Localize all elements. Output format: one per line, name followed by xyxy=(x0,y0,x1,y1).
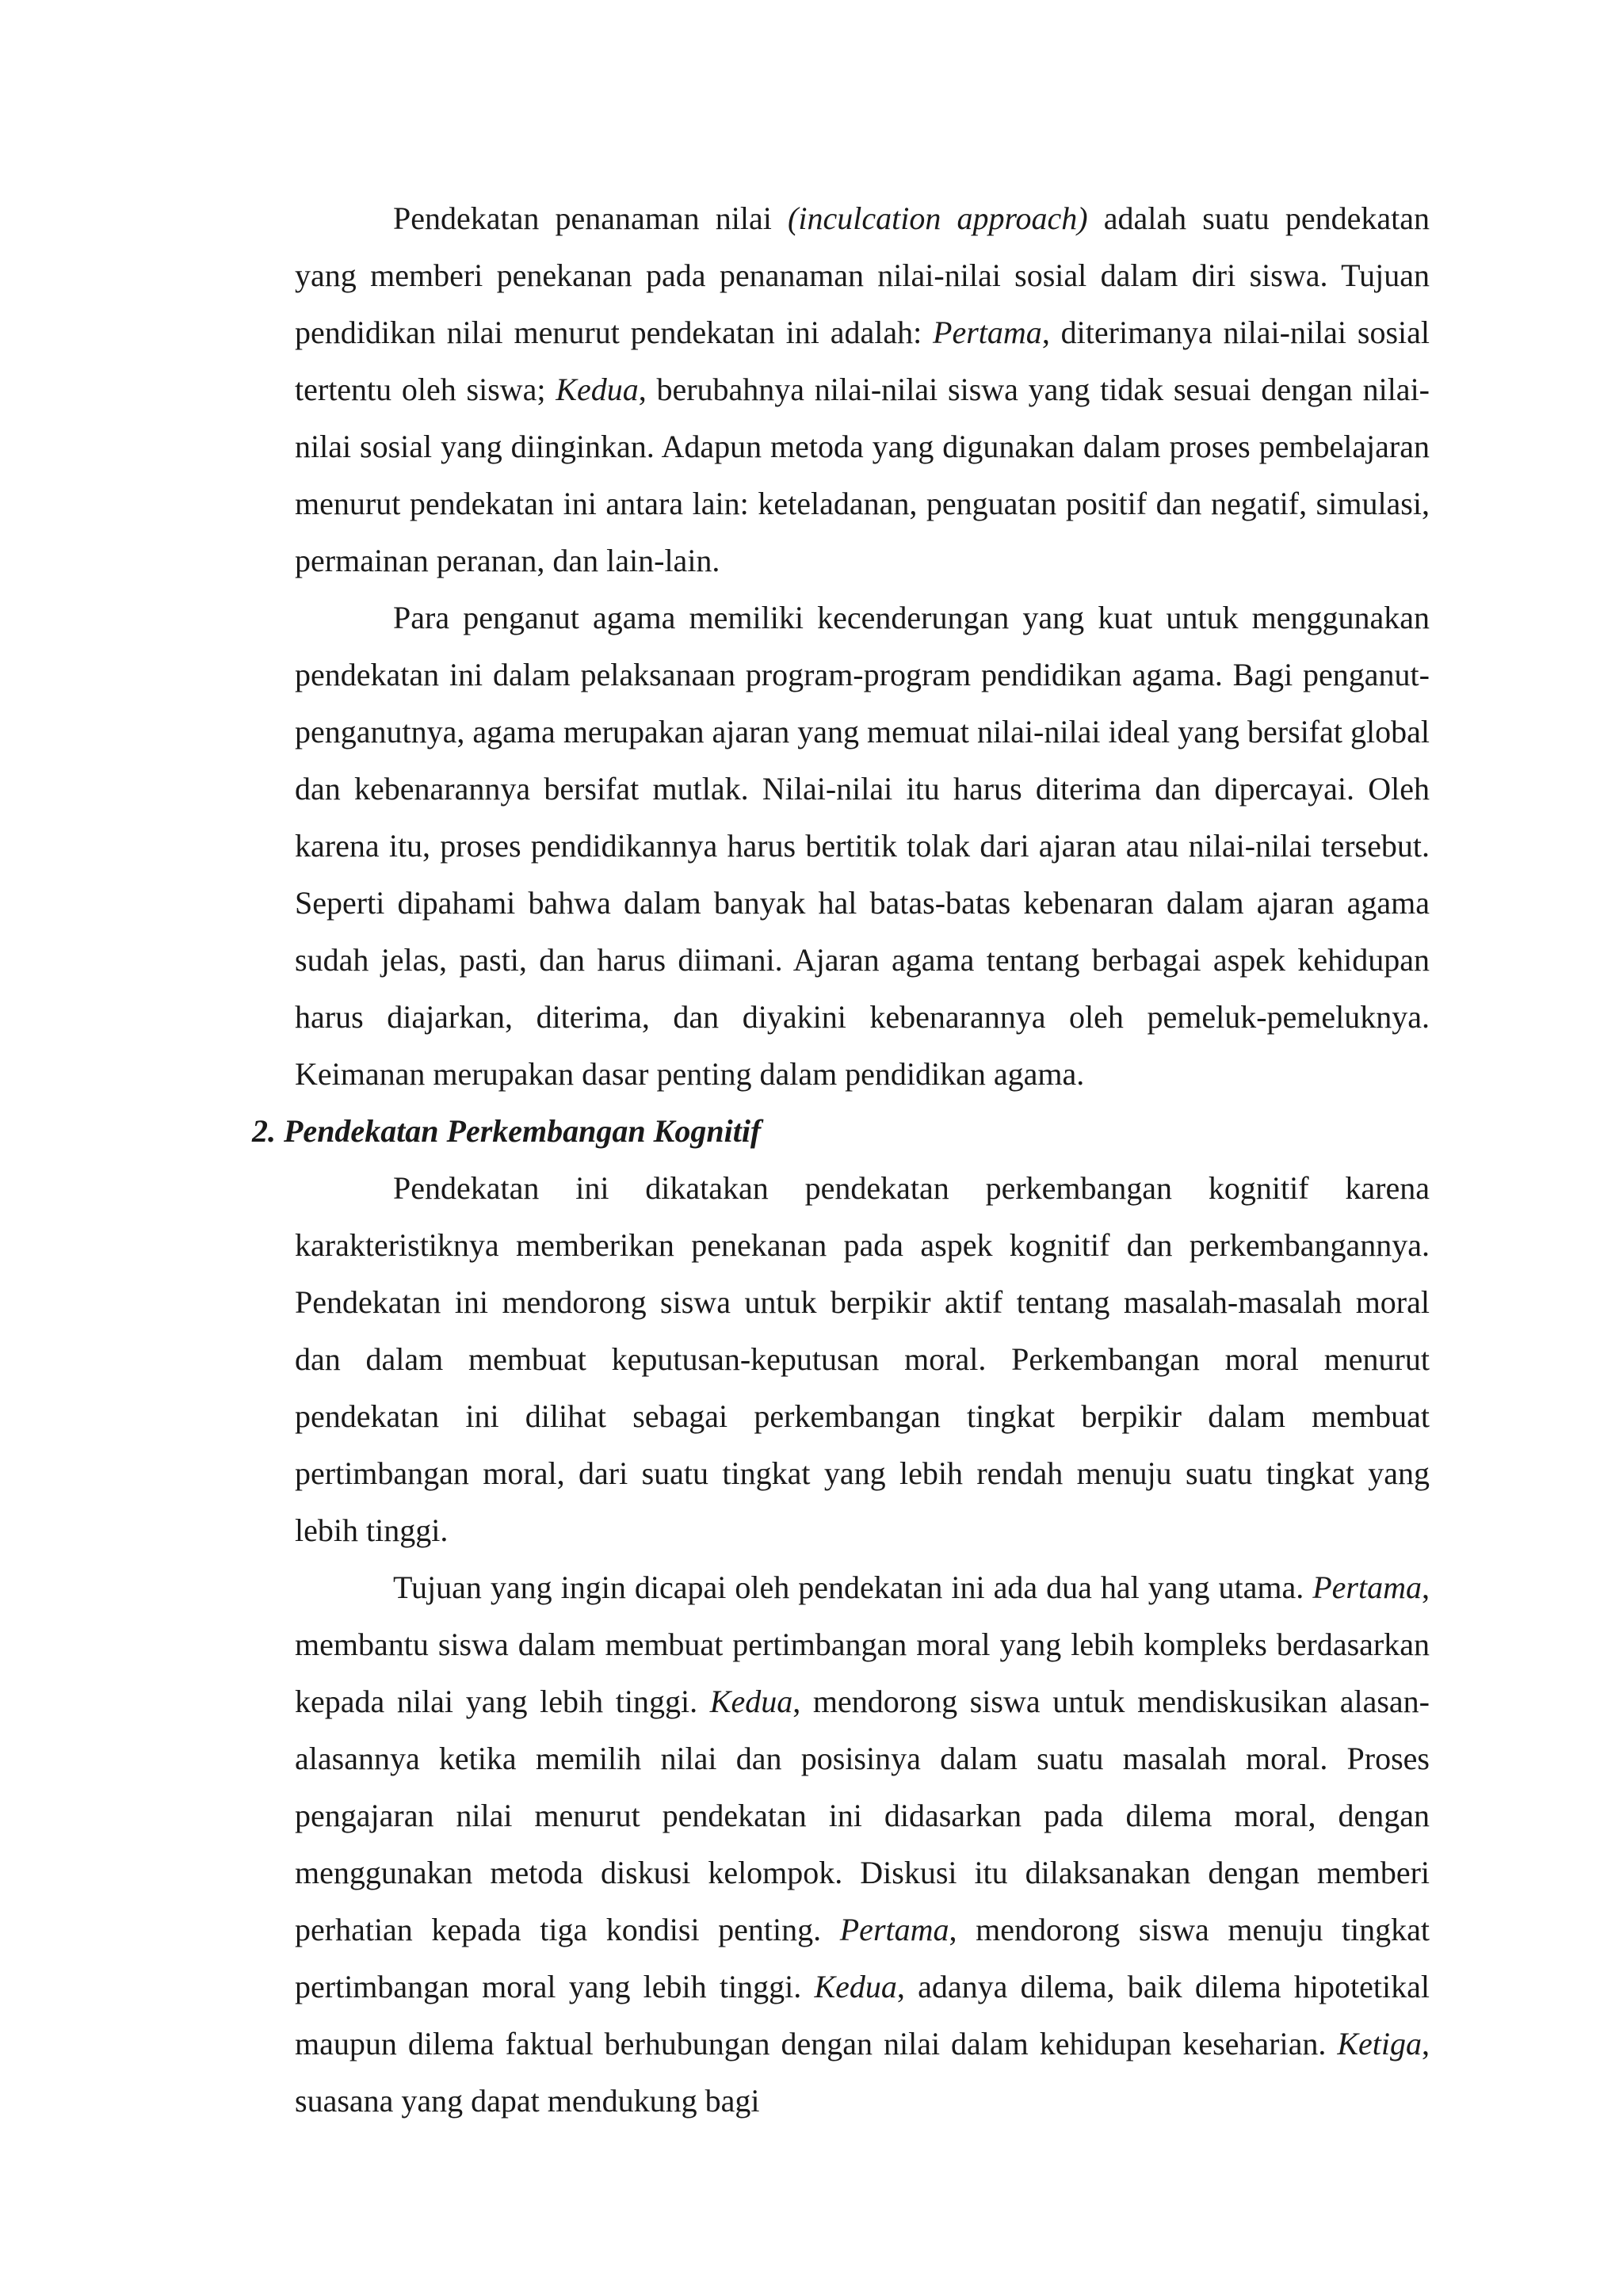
text-span: , mendorong siswa untuk mendiskusikan alasan-alasannya ketika memilih nilai dan posisinya dalam suatu masalah moral. Proses pengajaran nilai menurut pendekatan ini didasarkan pada dilema moral, dengan menggunakan metoda diskusi kelompok. Diskusi itu dilaksanakan dengan memberi perhatian kepada tiga kondisi penting. xyxy=(295,1684,1430,1947)
section-heading: 2. Pendekatan Perkembangan Kognitif xyxy=(252,1113,762,1149)
italic-term: Pertama xyxy=(933,315,1042,350)
paragraph-religious-adherents: Para penganut agama memiliki kecenderungan yang kuat untuk menggunakan pendekatan ini dalam pelaksanaan program-program pendidikan agama. Bagi penganut-penganutnya, agama merupakan ajaran yang memuat nilai-nilai ideal yang bersifat global dan kebenarannya bersifat mutlak. Nilai-nilai itu harus diterima dan dipercayai. Oleh karena itu, proses pendidikannya harus bertitik tolak dari ajaran atau nilai-nilai tersebut. Seperti dipahami bahwa dalam banyak hal batas-batas kebenaran dalam ajaran agama sudah jelas, pasti, dan harus diimani. Ajaran agama tentang berbagai aspek kehidupan harus diajarkan, diterima, dan diyakini kebenarannya oleh pemeluk-pemeluknya. Keimanan merupakan dasar penting dalam pendidikan agama. xyxy=(295,600,1430,1092)
italic-term: Kedua xyxy=(556,372,639,407)
paragraph-inculcation-approach xyxy=(295,190,1430,589)
text-span: Pendekatan penanaman nilai xyxy=(393,200,789,236)
italic-term: Ketiga xyxy=(1337,2026,1422,2061)
italic-term: Kedua xyxy=(814,1969,897,2004)
paragraph-goals xyxy=(295,1559,1430,2130)
italic-term: Kedua xyxy=(709,1684,793,1719)
paragraph-cognitive-development: Pendekatan ini dikatakan pendekatan perkembangan kognitif karena karakteristiknya memberikan penekanan pada aspek kognitif dan perkembangannya. Pendekatan ini mendorong siswa untuk berpikir aktif tentang masalah-masalah moral dan dalam membuat keputusan-keputusan moral. Perkembangan moral menurut pendekatan ini dilihat sebagai perkembangan tingkat berpikir dalam membuat pertimbangan moral, dari suatu tingkat yang lebih rendah menuju suatu tingkat yang lebih tinggi. xyxy=(295,1170,1430,1548)
text-span: adalah suatu pendekatan yang memberi penekanan pada penanaman nilai-nilai sosial dalam diri siswa. Tujuan pendidikan nilai menurut pendekatan ini adalah: xyxy=(295,200,1430,350)
italic-term: Pertama xyxy=(1312,1569,1422,1605)
text-span: Tujuan yang ingin dicapai oleh pendekatan ini ada dua hal yang utama. xyxy=(393,1569,1313,1605)
text-span: , diterimanya nilai-nilai sosial tertentu oleh siswa; xyxy=(295,315,1430,407)
italic-term: (inculcation approach) xyxy=(788,200,1088,236)
text-span: , adanya dilema, baik dilema hipotetikal maupun dilema faktual berhubungan dengan nilai dalam kehidupan keseharian. xyxy=(295,1969,1430,2061)
text-span: , berubahnya nilai-nilai siswa yang tidak sesuai dengan nilai-nilai sosial yang diinginkan. Adapun metoda yang digunakan dalam proses pembelajaran menurut pendekatan ini antara lain: keteladanan, penguatan positif dan negatif, simulasi, permainan peranan, dan lain-lain. xyxy=(295,372,1430,578)
text-span: , suasana yang dapat mendukung bagi xyxy=(295,2026,1430,2119)
text-span: , membantu siswa dalam membuat pertimbangan moral yang lebih kompleks berdasarkan kepada nilai yang lebih tinggi. xyxy=(295,1569,1430,1719)
document-page xyxy=(252,190,1430,2130)
text-span: , mendorong siswa menuju tingkat pertimbangan moral yang lebih tinggi. xyxy=(295,1912,1430,2004)
italic-term: Pertama xyxy=(839,1912,949,1947)
